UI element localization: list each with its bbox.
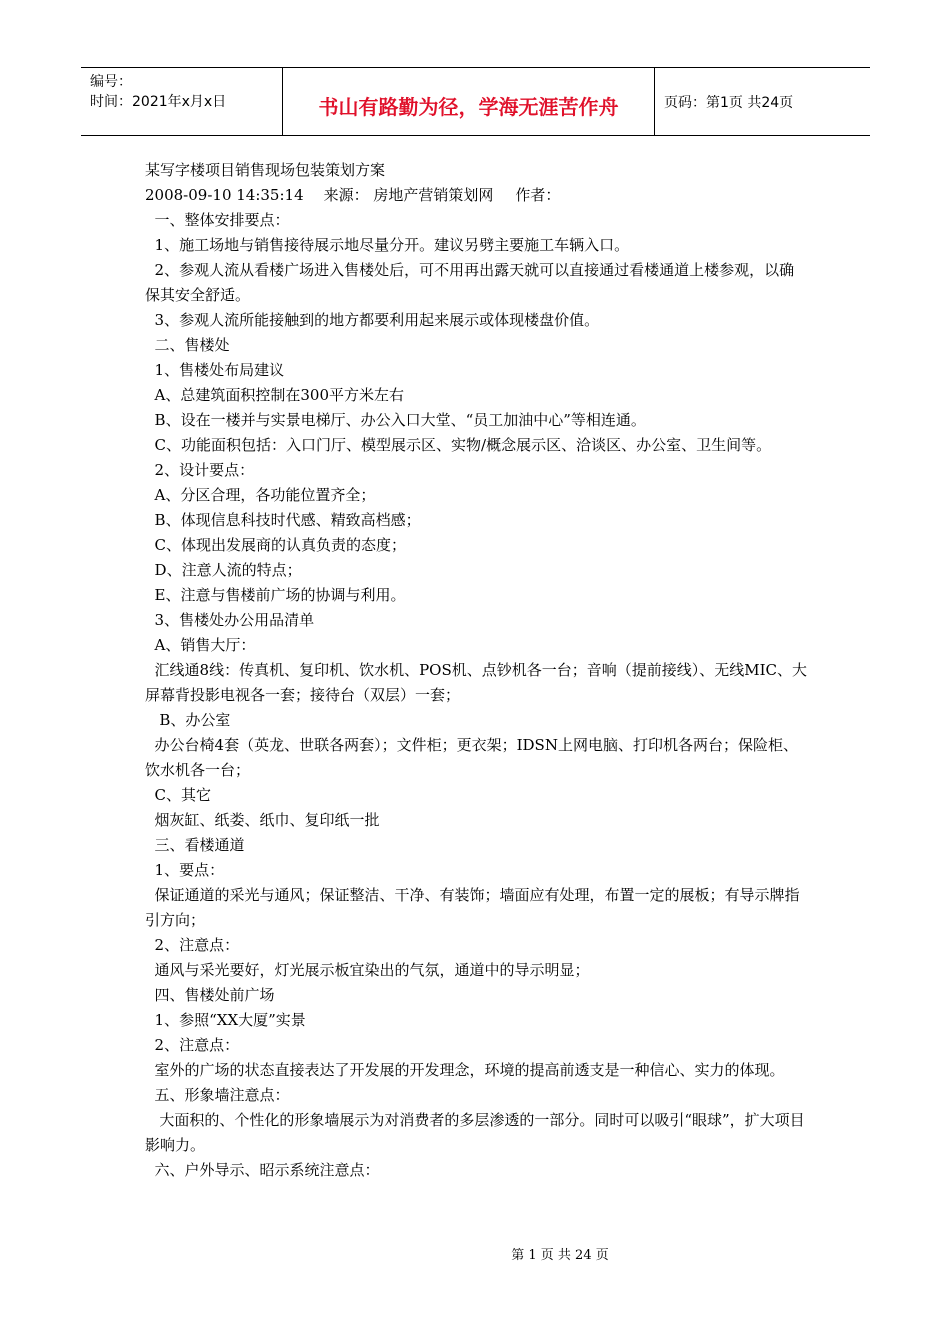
document-paragraph: 1、要点： — [145, 861, 225, 879]
document-paragraph: 通风与采光要好，灯光展示板宜染出的气氛，通道中的导示明显； — [145, 961, 590, 979]
page-footer — [0, 1244, 950, 1263]
document-paragraph: 保证通道的采光与通风；保证整洁、干净、有装饰；墙面应有处理，布置一定的展板；有导示牌指引方向； — [145, 886, 800, 929]
document-paragraph: 办公台椅4套（英龙、世联各两套）；文件柜；更衣架；IDSN上网电脑、打印机各两台；保险柜、饮水机各一台； — [145, 736, 798, 779]
document-paragraph: A、总建筑面积控制在300平方米左右 — [145, 386, 405, 404]
document-paragraph: 四、售楼处前广场 — [145, 986, 275, 1004]
document-paragraph: B、体现信息科技时代感、精致高档感； — [145, 511, 421, 529]
document-paragraph: 3、参观人流所能接触到的地方都要利用起来展示或体现楼盘价值。 — [145, 311, 600, 329]
document-paragraph: C、功能面积包括：入口门厅、模型展示区、实物/概念展示区、洽谈区、办公室、卫生间等。 — [145, 436, 772, 454]
document-paragraph: 一、整体安排要点： — [145, 211, 290, 229]
document-body — [145, 158, 809, 1183]
page-header — [81, 67, 870, 136]
document-date-label: 时间：2021年x月x日 — [90, 94, 227, 110]
document-paragraph: 六、户外导示、昭示系统注意点： — [145, 1161, 380, 1179]
document-paragraph: 三、看楼通道 — [145, 836, 245, 854]
document-paragraph: D、注意人流的特点； — [145, 561, 302, 579]
document-paragraph: 五、形象墙注意点： — [145, 1086, 290, 1104]
header-left-cell — [81, 68, 282, 135]
document-source: 来源： 房地产营销策划网 — [323, 186, 494, 204]
document-author: 作者： — [515, 186, 561, 204]
document-paragraph: A、分区合理，各功能位置齐全； — [145, 486, 376, 504]
document-number-label: 编号： — [90, 74, 132, 90]
document-paragraph: B、办公室 — [145, 711, 231, 729]
header-page-label: 页码：第1页 共24页 — [664, 94, 794, 111]
document-paragraph: A、销售大厅： — [145, 636, 256, 654]
header-motto-cell — [282, 68, 655, 135]
header-right-cell — [655, 68, 870, 135]
footer-page-number: 第 1 页 共 24 页 — [511, 1248, 609, 1263]
document-paragraph: 2、设计要点： — [145, 461, 255, 479]
document-date: 2008-09-10 14:35:14 — [145, 186, 304, 204]
document-paragraph: 1、参照“XX大厦”实景 — [145, 1011, 306, 1029]
document-paragraph: 汇线通8线：传真机、复印机、饮水机、POS机、点钞机各一台；音响（提前接线）、无线MIC、大屏幕背投影电视各一套；接待台（双层）一套； — [145, 661, 808, 704]
document-meta — [145, 183, 809, 208]
document-title: 某写字楼项目销售现场包装策划方案 — [145, 161, 386, 179]
header-motto: 书山有路勤为径，学海无涯苦作舟 — [318, 95, 619, 119]
document-paragraph: E、注意与售楼前广场的协调与利用。 — [145, 586, 406, 604]
document-paragraph: 2、注意点： — [145, 1036, 240, 1054]
document-paragraph: 2、注意点： — [145, 936, 240, 954]
document-paragraph: 二、售楼处 — [145, 336, 230, 354]
document-paragraph: 1、售楼处布局建议 — [145, 361, 285, 379]
document-paragraph: C、体现出发展商的认真负责的态度； — [145, 536, 407, 554]
document-paragraphs — [145, 208, 809, 1183]
document-paragraph: 2、参观人流从看楼广场进入售楼处后，可不用再出露天就可以直接通过看楼通道上楼参观，以确保其安全舒适。 — [145, 261, 795, 304]
document-paragraph: 室外的广场的状态直接表达了开发展的开发理念，环境的提高前透支是一种信心、实力的体现。 — [145, 1061, 785, 1079]
document-paragraph: 大面积的、个性化的形象墙展示为对消费者的多层渗透的一部分。同时可以吸引“眼球”，扩大项目影响力。 — [145, 1111, 805, 1154]
document-paragraph: 1、施工场地与销售接待展示地尽量分开。建议另劈主要施工车辆入口。 — [145, 236, 630, 254]
document-paragraph: 3、售楼处办公用品清单 — [145, 611, 315, 629]
document-paragraph: B、设在一楼并与实景电梯厅、办公入口大堂、“员工加油中心”等相连通。 — [145, 411, 646, 429]
document-paragraph: 烟灰缸、纸娄、纸巾、复印纸一批 — [145, 811, 380, 829]
document-paragraph: C、其它 — [145, 786, 212, 804]
